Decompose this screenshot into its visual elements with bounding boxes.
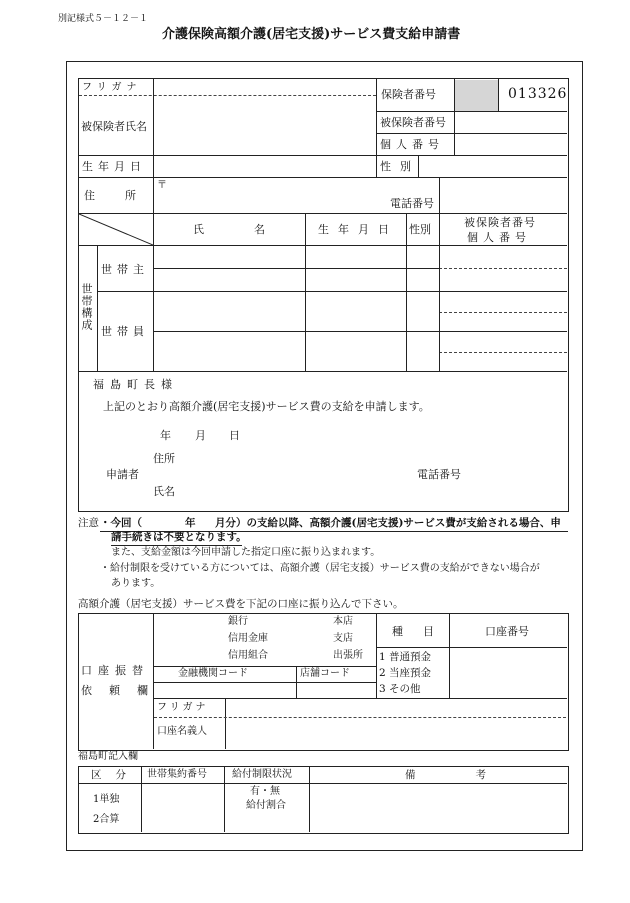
form-code: 別記様式５－１２－１ bbox=[58, 14, 149, 24]
account-type-label: 種目 bbox=[392, 625, 454, 638]
hh-dob-header: 生年月日 bbox=[318, 223, 398, 236]
sex-label: 性別 bbox=[380, 160, 420, 173]
office-restriction-2: 給付割合 bbox=[246, 800, 286, 811]
office-category-1: 1単独 bbox=[93, 794, 120, 805]
personal-no-label: 個人番号 bbox=[380, 138, 444, 151]
phone-label: 電話番号 bbox=[390, 197, 434, 210]
branch-type-2: 支店 bbox=[333, 633, 353, 644]
holder-label: 口座名義人 bbox=[157, 726, 207, 737]
household-head-label: 世帯主 bbox=[101, 263, 149, 276]
date-year: 年 bbox=[160, 429, 171, 442]
hh-insured-no-header: 被保険者番号 bbox=[464, 216, 536, 229]
notes-line2: 請手続きは不要となります。 bbox=[111, 531, 247, 543]
notes-line1-a: ・今回（ bbox=[100, 517, 142, 529]
notes-line1-b: 年 bbox=[185, 517, 196, 529]
notes-line3: また、支給金額は今回申請した指定口座に振り込まれます。 bbox=[111, 547, 381, 558]
application-table bbox=[78, 78, 569, 512]
account-type-1: 1 普通預金 bbox=[379, 651, 432, 663]
insured-no-label: 被保険者番号 bbox=[380, 116, 446, 129]
bank-section-label-2: 依頼欄 bbox=[81, 684, 165, 697]
office-restriction-header: 給付制限状況 bbox=[232, 769, 292, 780]
bank-type-3: 信用組合 bbox=[228, 650, 268, 661]
office-category-header: 区分 bbox=[91, 769, 140, 781]
date-day: 日 bbox=[229, 429, 240, 442]
page-title: 介護保険高額介護(居宅支援)サービス費支給申請書 bbox=[162, 27, 461, 42]
household-member-label: 世帯員 bbox=[101, 325, 149, 338]
applicant-name-label: 氏名 bbox=[153, 485, 175, 498]
holder-furigana-label: フリガナ bbox=[157, 702, 209, 713]
account-type-2: 2 当座預金 bbox=[379, 667, 432, 679]
date-month: 月 bbox=[195, 429, 206, 442]
applicant-label: 申請者 bbox=[106, 468, 139, 481]
dob-label: 生年月日 bbox=[82, 160, 146, 173]
notes-line5: あります。 bbox=[111, 578, 161, 589]
bank-type-1: 銀行 bbox=[228, 616, 248, 627]
account-type-3: 3 その他 bbox=[379, 683, 421, 695]
applicant-phone-label: 電話番号 bbox=[417, 468, 461, 481]
bank-section-label-1: 口座振替 bbox=[81, 664, 149, 677]
office-remarks-header: 備考 bbox=[405, 769, 546, 781]
hh-personal-no-header: 個人番号 bbox=[467, 231, 531, 244]
declaration-text: 上記のとおり高額介護(居宅支援)サービス費の支給を申請します。 bbox=[103, 400, 430, 413]
postal-mark: 〒 bbox=[157, 180, 167, 191]
branch-type-1: 本店 bbox=[333, 616, 353, 627]
diagonal-corner bbox=[79, 214, 153, 245]
office-category-2: 2合算 bbox=[93, 814, 120, 825]
addressee: 福島町長様 bbox=[93, 378, 178, 391]
branch-type-3: 出張所 bbox=[333, 650, 363, 661]
insurer-no-value: 013326 bbox=[508, 86, 568, 102]
furigana-label: フリガナ bbox=[82, 82, 142, 93]
hh-name-header: 氏名 bbox=[193, 223, 315, 236]
office-restriction-1: 有・無 bbox=[250, 786, 280, 797]
bank-type-2: 信用金庫 bbox=[228, 633, 268, 644]
household-group-label: 世帯構成 bbox=[80, 283, 93, 331]
office-title: 福島町記入欄 bbox=[78, 751, 138, 762]
branch-code-label: 店舗コード bbox=[300, 668, 350, 679]
bank-intro: 高額介護（居宅支援）サービス費を下記の口座に振り込んで下さい。 bbox=[78, 598, 404, 610]
hh-sex-header: 性別 bbox=[409, 223, 431, 236]
account-no-label: 口座番号 bbox=[485, 625, 529, 638]
insured-name-label: 被保険者氏名 bbox=[81, 120, 147, 133]
notes-line4: ・給付制限を受けている方については、高額介護（居宅支援）サービス費の支給ができない場合が bbox=[100, 563, 540, 574]
address-label: 住所 bbox=[84, 189, 166, 202]
notes-label: 注意 bbox=[78, 517, 99, 529]
fi-code-label: 金融機関コード bbox=[178, 668, 248, 679]
insurer-no-label: 保険者番号 bbox=[381, 88, 436, 101]
notes-line1-c: 月分）の支給以降、高額介護(居宅支援)サービス費が支給される場合、申 bbox=[215, 517, 561, 529]
office-household-no-header: 世帯集約番号 bbox=[147, 769, 207, 780]
applicant-address-label: 住所 bbox=[153, 452, 175, 465]
insurer-grey-cell bbox=[455, 80, 498, 111]
